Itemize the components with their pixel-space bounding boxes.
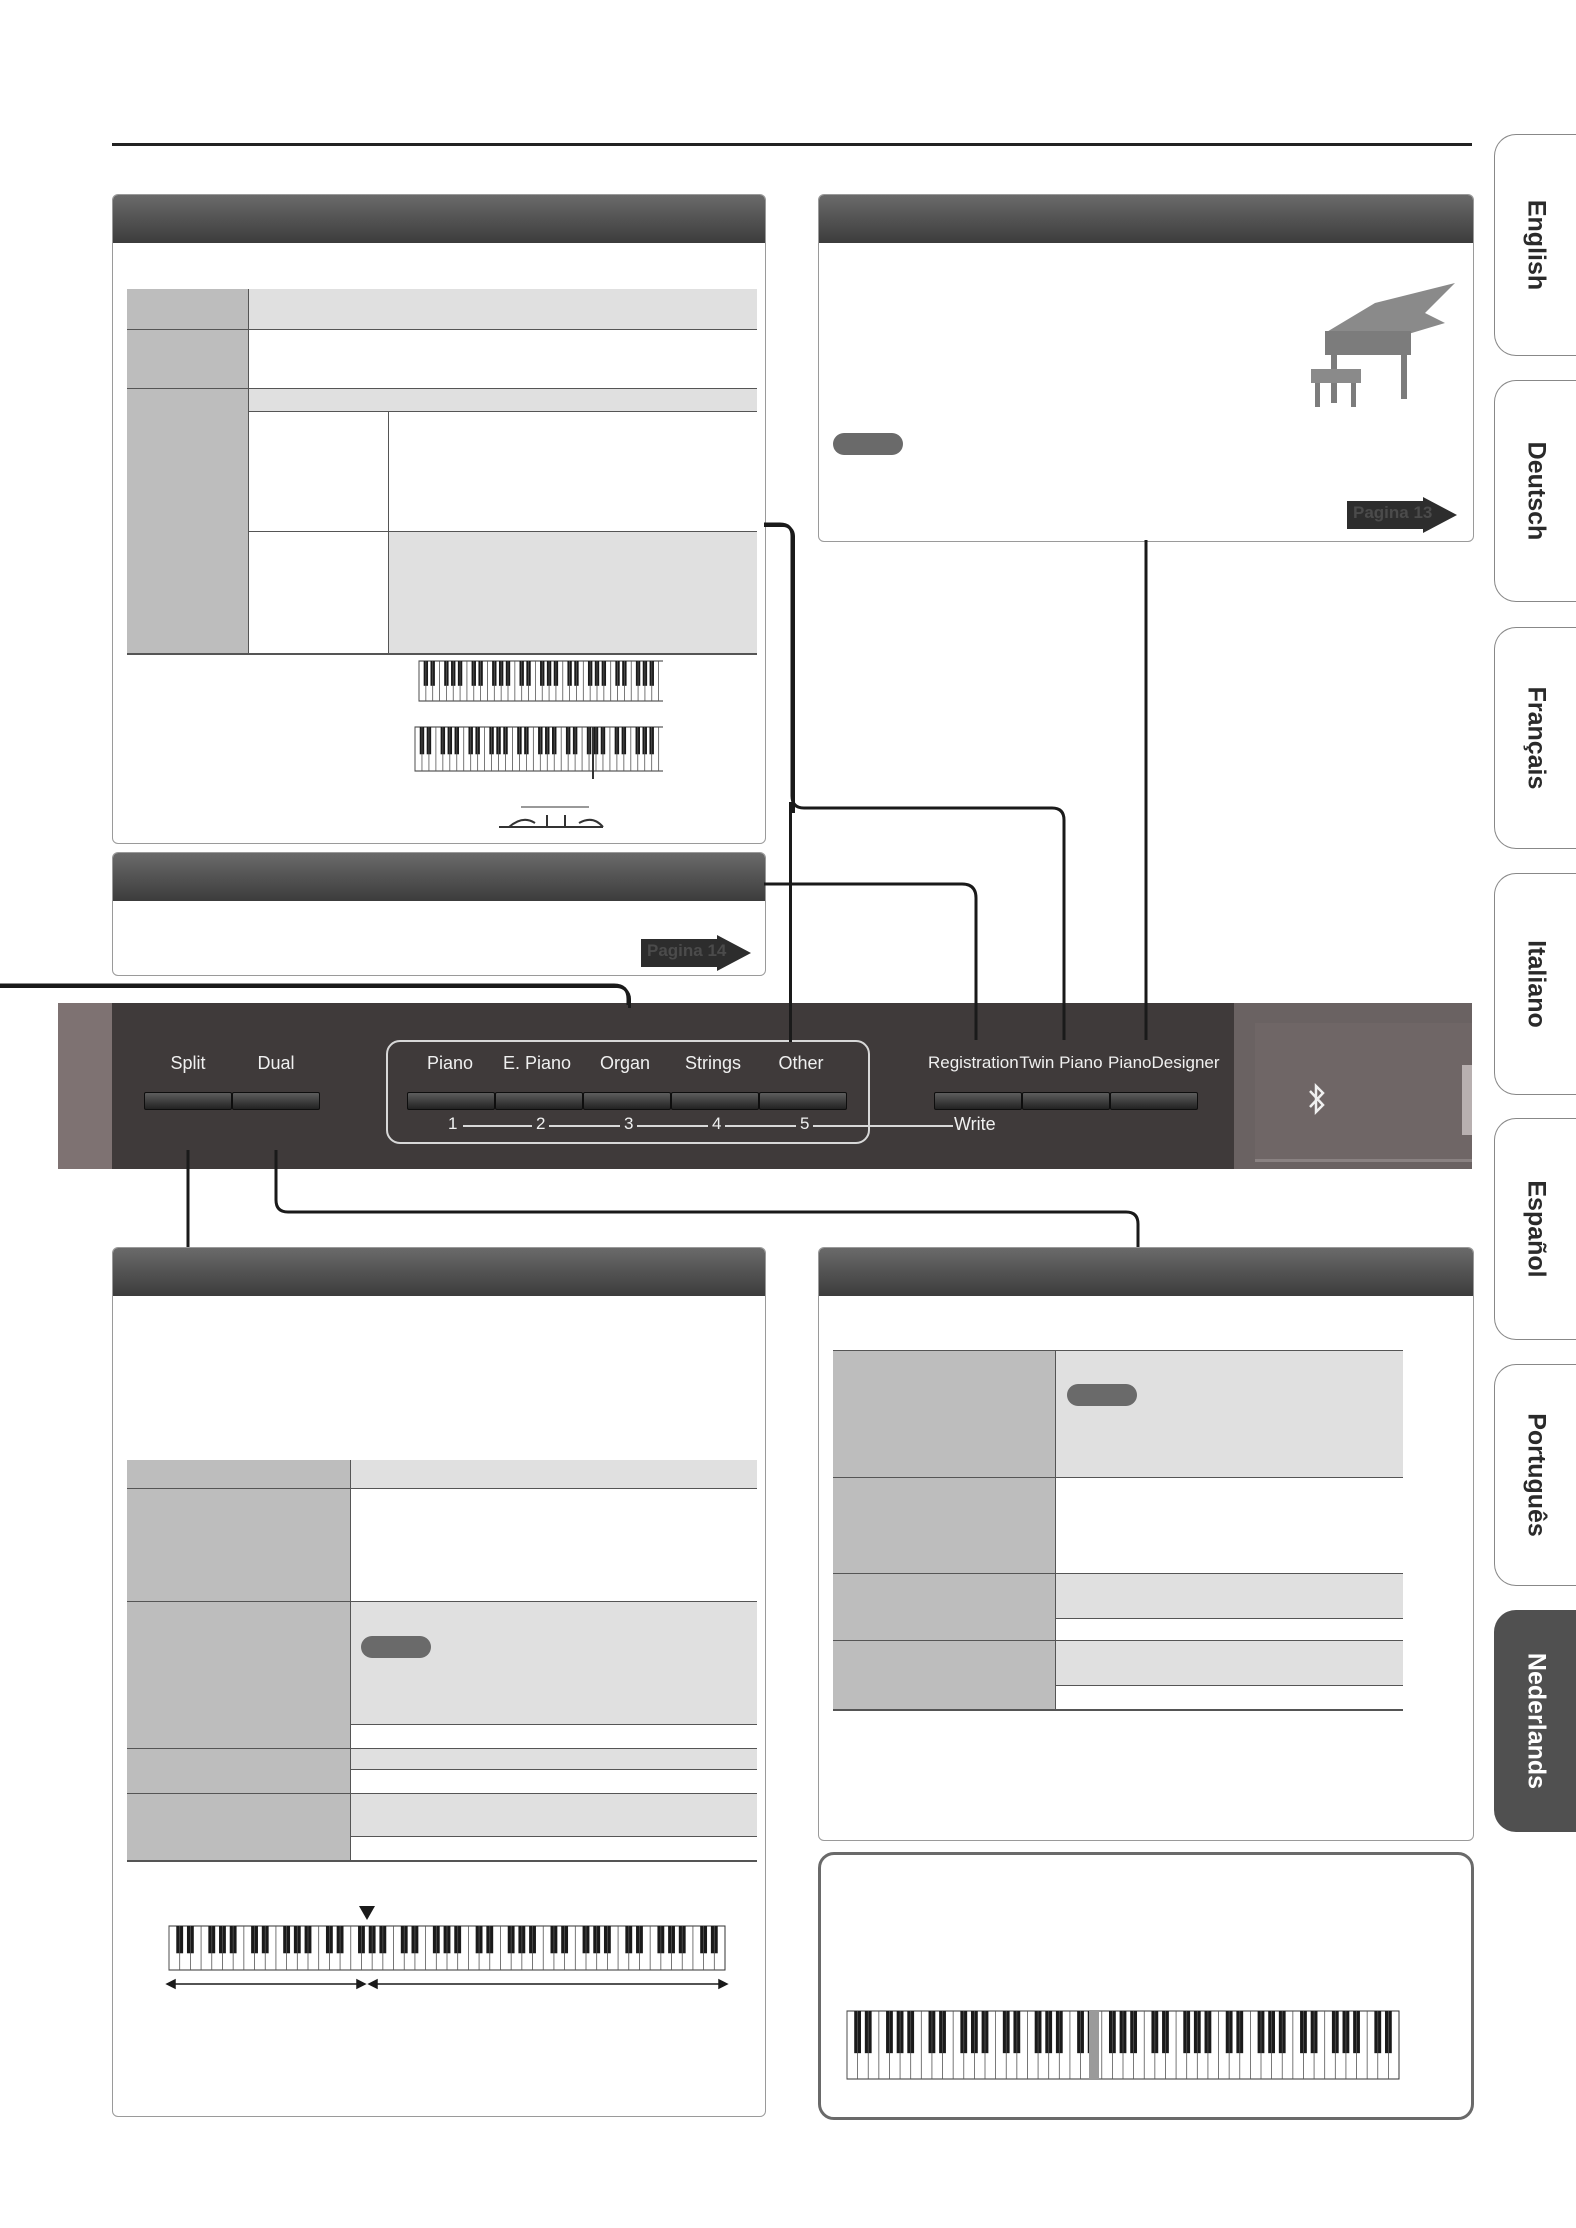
note-pill xyxy=(1067,1384,1137,1406)
table-label-cell xyxy=(127,1460,350,1488)
tab-francais[interactable]: Français xyxy=(1494,627,1576,849)
split-box xyxy=(112,1247,766,2117)
number-5: 5 xyxy=(796,1114,813,1134)
split-point-marker-icon xyxy=(359,1906,375,1920)
note-box xyxy=(818,1852,1474,2120)
tone-label-piano: Piano xyxy=(426,1053,474,1073)
note-pill xyxy=(361,1636,431,1658)
table-label-cell xyxy=(127,1489,350,1601)
write-label: Write xyxy=(954,1114,996,1134)
tab-italiano[interactable]: Italiano xyxy=(1494,873,1576,1095)
table-label-cell xyxy=(127,1602,350,1748)
split-label: Split xyxy=(170,1053,206,1073)
table-value-cell xyxy=(350,1602,757,1724)
tab-nederlands[interactable]: Nederlands xyxy=(1494,1610,1576,1832)
table-value-cell xyxy=(1055,1574,1403,1618)
table-value-cell xyxy=(1055,1351,1403,1477)
table-value-cell xyxy=(350,1749,757,1769)
tone-label-strings: Strings xyxy=(684,1053,742,1073)
tab-deutsch[interactable]: Deutsch xyxy=(1494,380,1576,602)
table-value-cell xyxy=(350,1794,757,1836)
tone-label-other: Other xyxy=(778,1053,824,1073)
number-4: 4 xyxy=(708,1114,725,1134)
twin-piano-label: Twin Piano xyxy=(1019,1053,1103,1072)
table-label-cell xyxy=(127,1749,350,1793)
tone-label-organ: Organ xyxy=(599,1053,651,1073)
table-label-cell xyxy=(127,1794,350,1860)
pianodesigner-label: PianoDesigner xyxy=(1108,1053,1220,1072)
box-header xyxy=(113,1248,765,1296)
page-ref-label[interactable]: Pagina 13 xyxy=(1353,503,1433,522)
table-value-cell xyxy=(1055,1641,1403,1685)
tab-english[interactable]: English xyxy=(1494,134,1576,356)
table-label-cell xyxy=(833,1351,1055,1671)
tone-label-epiano: E. Piano xyxy=(502,1053,572,1073)
keyboard-illustration xyxy=(845,2007,1405,2085)
box-header xyxy=(819,1248,1473,1296)
number-1: 1 xyxy=(444,1114,461,1134)
registration-label: Registration xyxy=(928,1053,1019,1072)
number-2: 2 xyxy=(532,1114,549,1134)
page-ref-label[interactable]: Pagina 14 xyxy=(647,941,727,960)
table-value-cell xyxy=(350,1460,757,1488)
number-3: 3 xyxy=(620,1114,637,1134)
dual-box xyxy=(818,1247,1474,1841)
dual-label: Dual xyxy=(257,1053,295,1073)
split-keyboard-illustration xyxy=(163,1906,733,1996)
tab-espanol[interactable]: Español xyxy=(1494,1118,1576,1340)
tab-portugues[interactable]: Português xyxy=(1494,1364,1576,1586)
